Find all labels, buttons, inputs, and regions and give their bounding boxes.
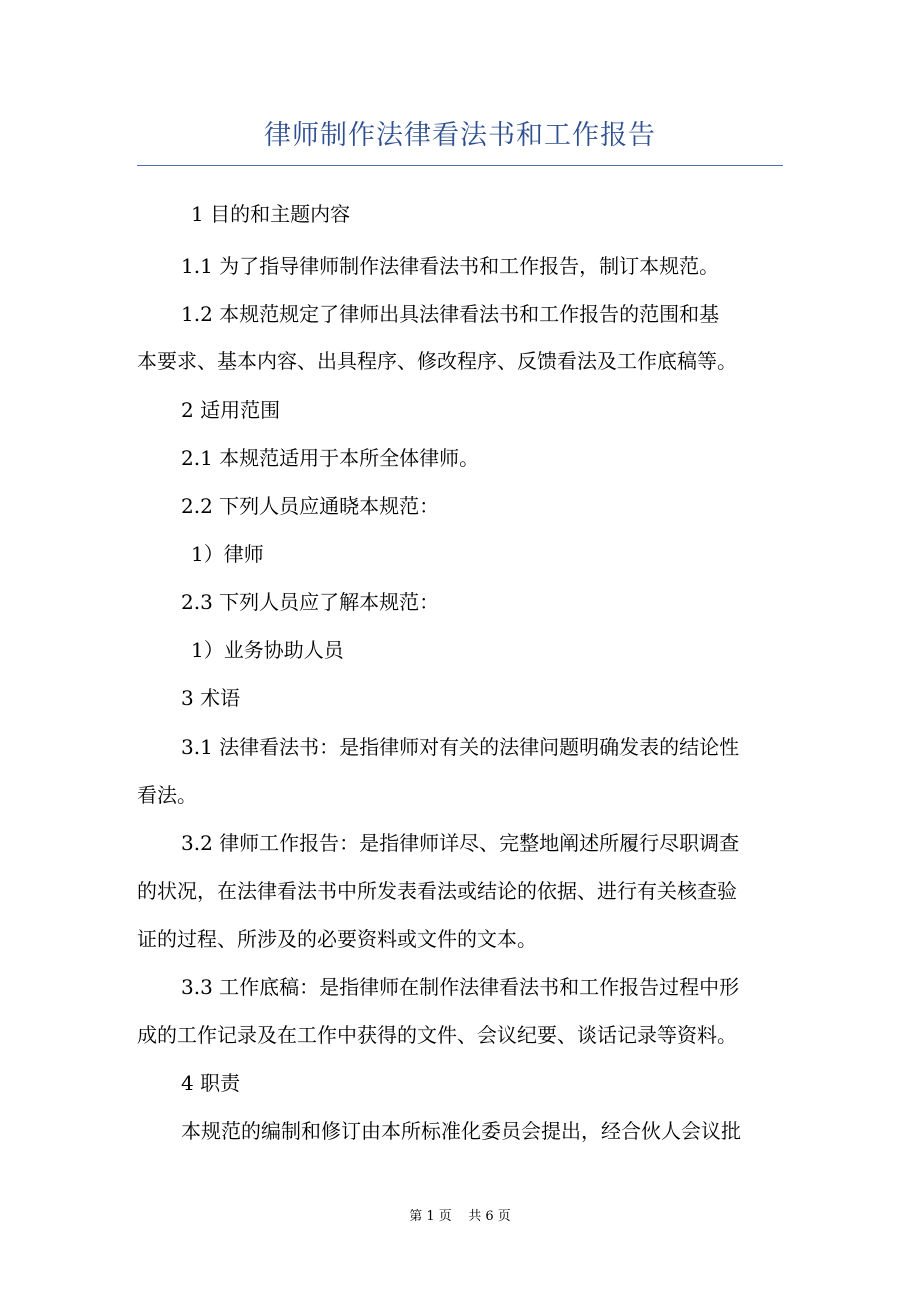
paragraph-3-3-line2: 成的工作记录及在工作中获得的文件、会议纪要、谈话记录等资料。 — [137, 1023, 737, 1047]
paragraph-1-2-line1: 1.2 本规范规定了律师出具法律看法书和工作报告的范围和基 — [181, 302, 720, 326]
paragraph-2-2: 2.2 下列人员应通晓本规范： — [181, 494, 440, 518]
paragraph-3-3-line1: 3.3 工作底稿：是指律师在制作法律看法书和工作报告过程中形 — [181, 975, 740, 999]
paragraph-3-2-line3: 证的过程、所涉及的必要资料或文件的文本。 — [137, 927, 537, 951]
section-heading-3: 3 术语 — [181, 686, 241, 710]
page-number: 第 1 页 — [409, 1209, 452, 1224]
list-item-assistant: 1）业务协助人员 — [191, 638, 344, 662]
paragraph-1-1: 1.1 为了指导律师制作法律看法书和工作报告，制订本规范。 — [181, 254, 720, 278]
page-footer — [0, 1208, 920, 1226]
section-heading-2: 2 适用范围 — [181, 398, 281, 422]
section-heading-4: 4 职责 — [181, 1071, 241, 1095]
title-divider — [137, 165, 783, 166]
page-title: 律师制作法律看法书和工作报告 — [264, 120, 656, 151]
list-item-lawyer: 1）律师 — [191, 542, 264, 566]
paragraph-3-1-line1: 3.1 法律看法书：是指律师对有关的法律问题明确发表的结论性 — [181, 735, 740, 759]
paragraph-2-3: 2.3 下列人员应了解本规范： — [181, 590, 440, 614]
paragraph-3-1-line2: 看法。 — [137, 783, 197, 807]
paragraph-3-2-line1: 3.2 律师工作报告：是指律师详尽、完整地阐述所履行尽职调查 — [181, 831, 740, 855]
page-total: 共 6 页 — [468, 1209, 511, 1224]
paragraph-4-line1: 本规范的编制和修订由本所标准化委员会提出，经合伙人会议批 — [181, 1119, 741, 1143]
paragraph-3-2-line2: 的状况，在法律看法书中所发表看法或结论的依据、进行有关核查验 — [137, 879, 737, 903]
paragraph-2-1: 2.1 本规范适用于本所全体律师。 — [181, 446, 480, 470]
paragraph-1-2-line2: 本要求、基本内容、出具程序、修改程序、反馈看法及工作底稿等。 — [137, 349, 737, 373]
section-heading-1: 1 目的和主题内容 — [191, 202, 351, 226]
